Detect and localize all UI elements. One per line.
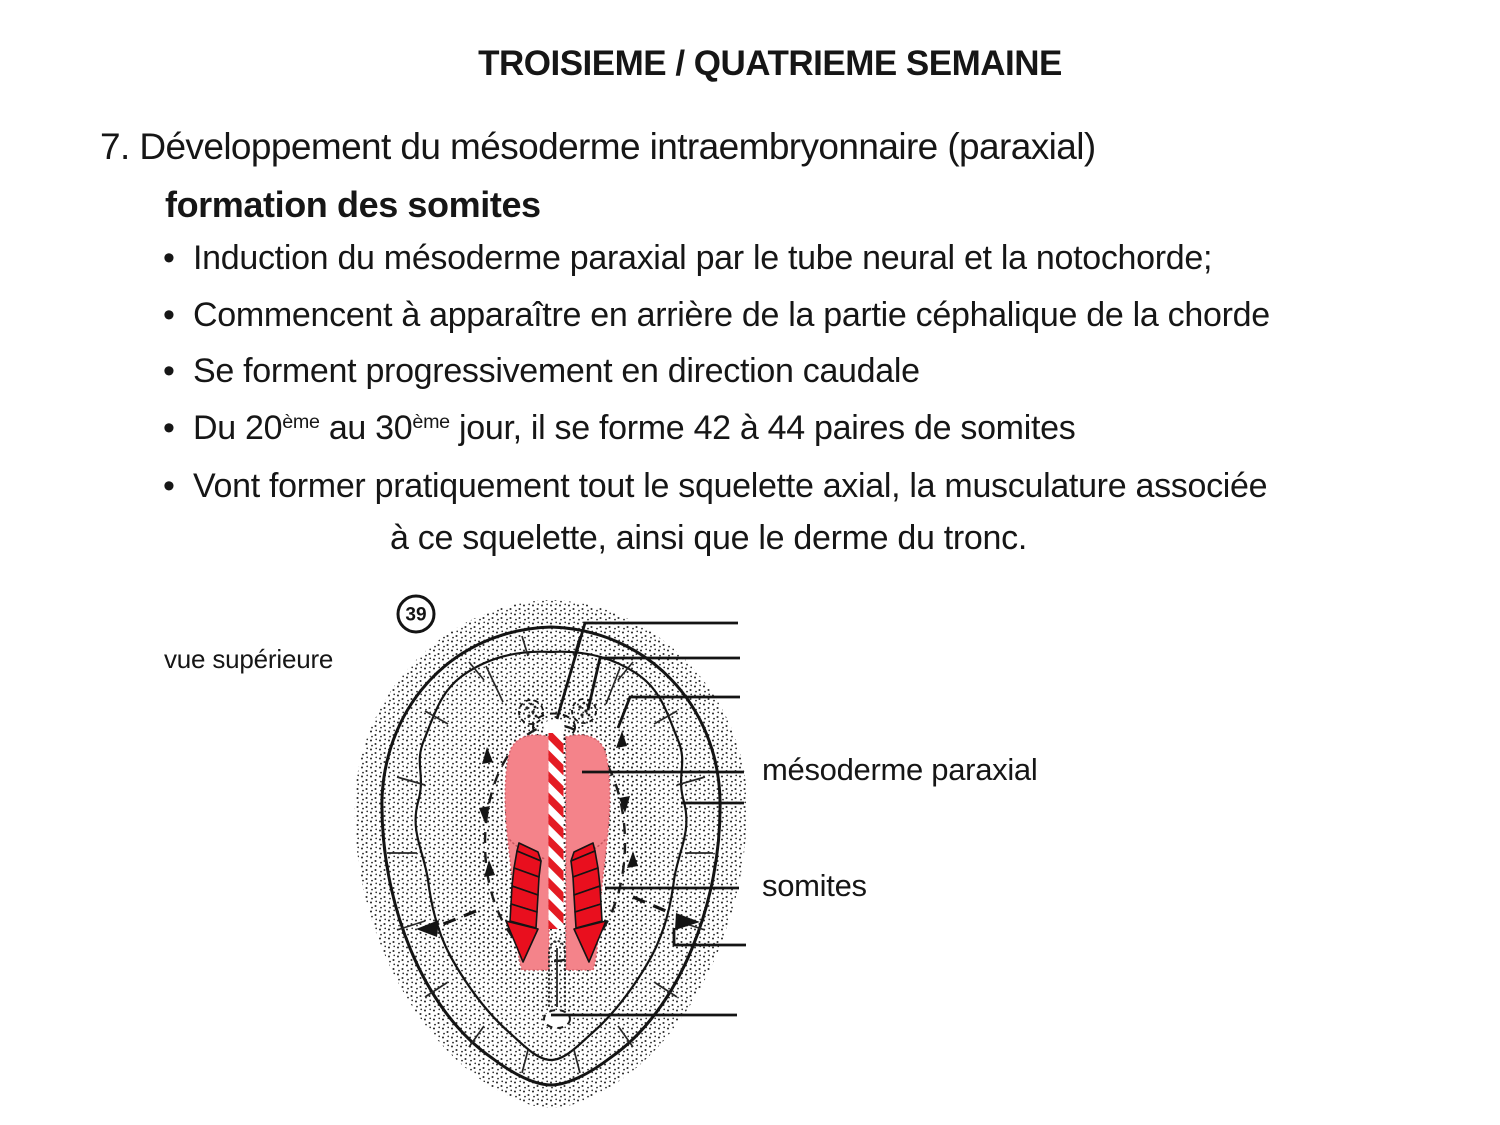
- bullet-marker: •: [163, 296, 175, 334]
- view-label: vue supérieure: [164, 644, 334, 674]
- bullet-text-pre: Du 20: [193, 409, 283, 447]
- bullet-se-forment: [163, 352, 920, 391]
- bullet-vont-former-line2: à ce squelette, ainsi que le derme du tronc.: [390, 519, 1027, 557]
- bullet-induction: [163, 239, 1212, 278]
- section-subheading: formation des somites: [165, 184, 541, 225]
- bullet-vont-former: [163, 467, 1267, 506]
- bullet-text-mid: au 30: [319, 409, 413, 447]
- superscript-eme: ème: [282, 411, 320, 434]
- bullet-text: Vont former pratiquement tout le squelette axial, la musculature associée: [193, 467, 1268, 505]
- label-mesoderme-paraxial: mésoderme paraxial: [762, 752, 1038, 787]
- superscript-eme: ème: [412, 411, 450, 434]
- section-heading: 7. Développement du mésoderme intraembryonnaire (paraxial): [100, 126, 1096, 167]
- embryo-diagram: [330, 575, 770, 1125]
- bullet-marker: •: [163, 239, 175, 277]
- bullet-marker: •: [163, 352, 175, 390]
- bullet-jours: [163, 409, 1075, 448]
- bullet-marker: •: [163, 467, 175, 505]
- bullet-text: Se forment progressivement en direction caudale: [193, 352, 920, 390]
- figure-number-badge: [398, 596, 434, 632]
- bullet-text-post: jour, il se forme 42 à 44 paires de somites: [449, 409, 1076, 447]
- label-somites: somites: [762, 868, 867, 903]
- bullet-marker: •: [163, 409, 175, 447]
- bullet-commencent: [163, 296, 1270, 335]
- notochord-stripe: [549, 733, 564, 929]
- bullet-text: Induction du mésoderme paraxial par le tube neural et la notochorde;: [193, 239, 1213, 277]
- slide-title: TROISIEME / QUATRIEME SEMAINE: [478, 44, 1062, 83]
- figure-number: 39: [405, 604, 427, 626]
- bullet-text: Commencent à apparaître en arrière de la partie céphalique de la chorde: [193, 296, 1270, 334]
